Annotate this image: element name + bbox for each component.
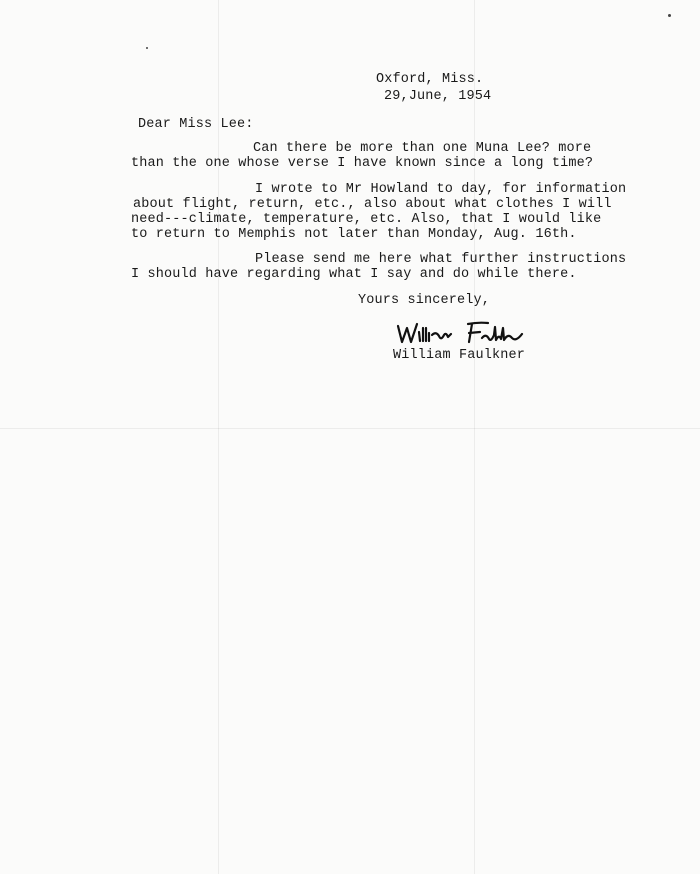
letter-body-line: need---climate, temperature, etc. Also, that I would like <box>131 212 602 227</box>
letter-signatory-name: William Faulkner <box>393 348 526 363</box>
letter-body-line: than the one whose verse I have known since a long time? <box>131 156 594 171</box>
letter-place: Oxford, Miss. <box>376 72 484 87</box>
letter-date: 29,June, 1954 <box>384 89 492 104</box>
letter-body-line: I wrote to Mr Howland to day, for information <box>255 182 627 197</box>
paper-speck <box>668 14 671 17</box>
letter-body-line: to return to Memphis not later than Monday, Aug. 16th. <box>131 227 577 242</box>
handwritten-signature <box>396 318 531 350</box>
letter-body-line: I should have regarding what I say and do while there. <box>131 267 577 282</box>
letter-salutation: Dear Miss Lee: <box>138 117 254 132</box>
letter-closing: Yours sincerely, <box>358 293 491 308</box>
letter-body-line: Can there be more than one Muna Lee? more <box>253 141 592 156</box>
paper-fold-vertical <box>474 0 475 874</box>
paper-speck <box>146 47 148 49</box>
paper-fold-horizontal <box>0 428 700 429</box>
letter-body-line: Please send me here what further instructions <box>255 252 627 267</box>
letter-body-line: about flight, return, etc., also about what clothes I will <box>133 197 612 212</box>
